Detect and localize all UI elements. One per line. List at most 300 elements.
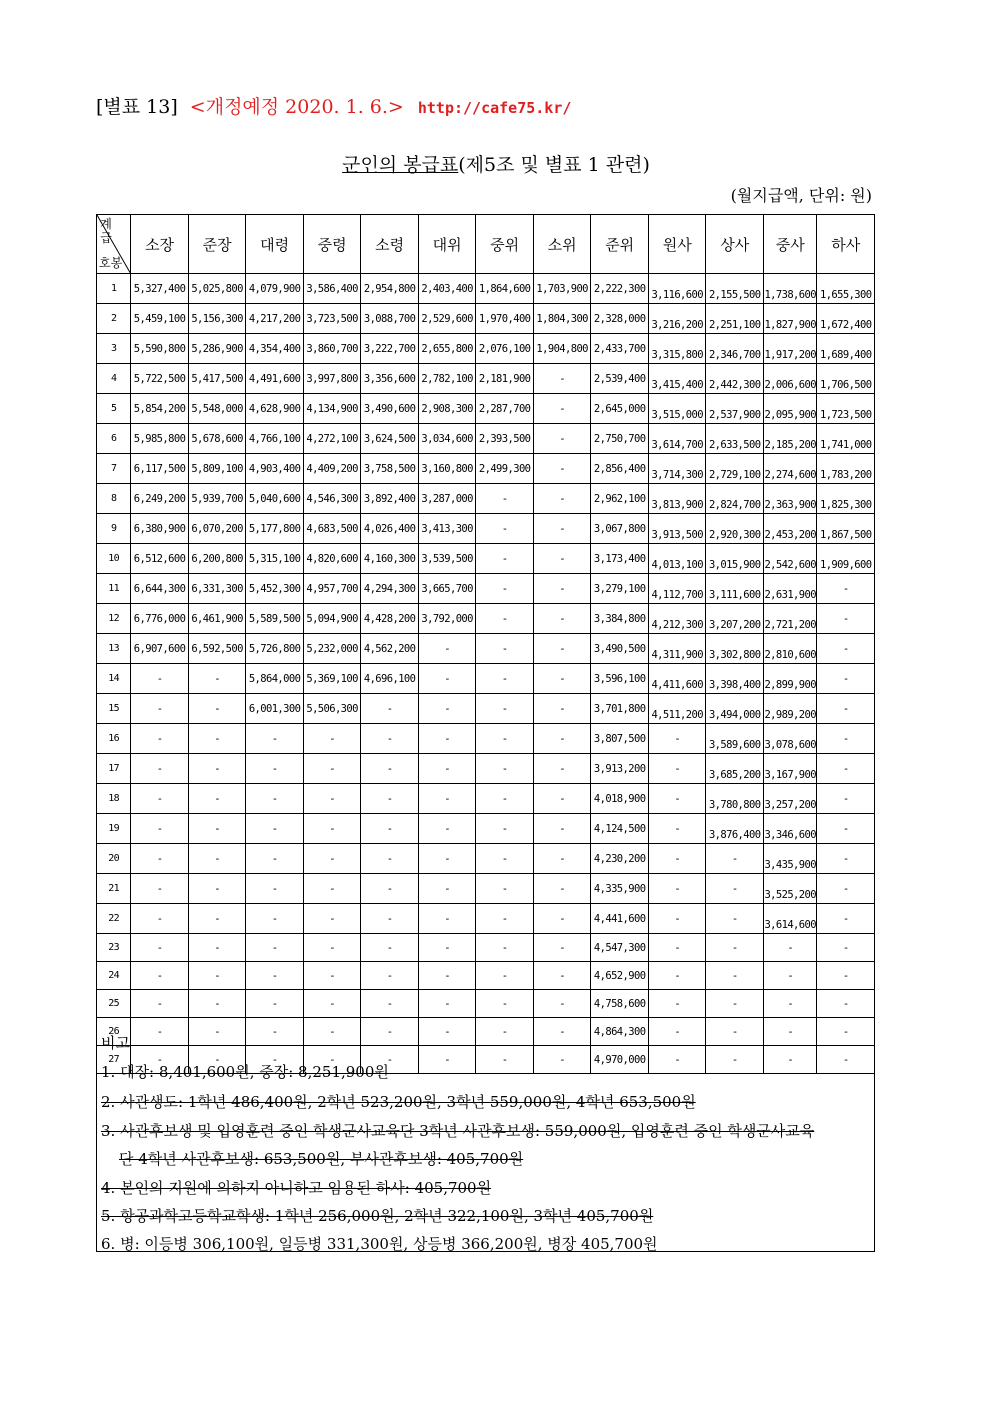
salary-cell: 5,025,800 bbox=[188, 274, 246, 304]
salary-cell: 2,824,700 bbox=[706, 484, 764, 514]
salary-cell: - bbox=[533, 1046, 591, 1074]
salary-cell: 3,415,400 bbox=[648, 364, 706, 394]
salary-cell: - bbox=[188, 990, 246, 1018]
salary-cell: - bbox=[418, 962, 476, 990]
salary-cell: 2,155,500 bbox=[706, 274, 764, 304]
salary-cell: - bbox=[246, 1018, 304, 1046]
salary-cell: - bbox=[533, 484, 591, 514]
salary-cell: 3,216,200 bbox=[648, 304, 706, 334]
salary-cell: 1,703,900 bbox=[533, 274, 591, 304]
salary-cell: - bbox=[706, 874, 764, 904]
step-cell: 25 bbox=[97, 990, 131, 1018]
salary-cell: - bbox=[361, 784, 419, 814]
salary-cell: 5,590,800 bbox=[131, 334, 189, 364]
salary-cell: 4,409,200 bbox=[303, 454, 361, 484]
salary-cell: 4,683,500 bbox=[303, 514, 361, 544]
salary-cell: 3,356,600 bbox=[361, 364, 419, 394]
salary-cell: - bbox=[131, 934, 189, 962]
salary-cell: 3,589,600 bbox=[706, 724, 764, 754]
salary-cell: 4,230,200 bbox=[591, 844, 649, 874]
salary-cell: - bbox=[303, 962, 361, 990]
salary-cell: - bbox=[533, 844, 591, 874]
salary-cell: - bbox=[476, 514, 534, 544]
salary-cell: 2,954,800 bbox=[361, 274, 419, 304]
salary-cell: - bbox=[361, 814, 419, 844]
step-cell: 21 bbox=[97, 874, 131, 904]
salary-cell: 1,738,600 bbox=[763, 274, 816, 304]
table-row bbox=[97, 784, 875, 814]
salary-cell: 1,706,500 bbox=[817, 364, 875, 394]
step-cell: 7 bbox=[97, 454, 131, 484]
salary-cell: - bbox=[188, 664, 246, 694]
salary-cell: - bbox=[131, 814, 189, 844]
salary-cell: 3,860,700 bbox=[303, 334, 361, 364]
salary-cell: - bbox=[533, 604, 591, 634]
salary-cell: 5,548,000 bbox=[188, 394, 246, 424]
salary-cell: 3,315,800 bbox=[648, 334, 706, 364]
salary-cell: 4,957,700 bbox=[303, 574, 361, 604]
salary-cell: - bbox=[476, 484, 534, 514]
salary-cell: 1,804,300 bbox=[533, 304, 591, 334]
salary-cell: 2,962,100 bbox=[591, 484, 649, 514]
step-cell: 23 bbox=[97, 934, 131, 962]
table-row bbox=[97, 574, 875, 604]
salary-cell: 2,542,600 bbox=[763, 544, 816, 574]
salary-cell: 3,111,600 bbox=[706, 574, 764, 604]
salary-cell: 2,453,200 bbox=[763, 514, 816, 544]
salary-cell: - bbox=[303, 1018, 361, 1046]
corner-label-step: 호봉 bbox=[99, 256, 123, 270]
note-3: 3. 사관후보생 및 입영훈련 중인 학생군사교육단 3학년 사관후보생: 559,000원, 입영훈련 중인 학생군사교육 bbox=[101, 1122, 815, 1140]
salary-cell: 4,212,300 bbox=[648, 604, 706, 634]
salary-cell: - bbox=[188, 754, 246, 784]
rank-header: 중령 bbox=[303, 215, 361, 274]
salary-cell: 4,652,900 bbox=[591, 962, 649, 990]
salary-cell: 5,369,100 bbox=[303, 664, 361, 694]
salary-cell: 4,354,400 bbox=[246, 334, 304, 364]
salary-cell: 4,428,200 bbox=[361, 604, 419, 634]
salary-cell: 4,079,900 bbox=[246, 274, 304, 304]
salary-cell: - bbox=[303, 990, 361, 1018]
step-cell: 16 bbox=[97, 724, 131, 754]
salary-cell: - bbox=[817, 574, 875, 604]
salary-cell: - bbox=[533, 634, 591, 664]
salary-cell: - bbox=[533, 514, 591, 544]
salary-cell: 3,116,600 bbox=[648, 274, 706, 304]
salary-cell: 3,624,500 bbox=[361, 424, 419, 454]
salary-cell: - bbox=[706, 934, 764, 962]
salary-cell: - bbox=[361, 990, 419, 1018]
salary-cell: 2,274,600 bbox=[763, 454, 816, 484]
salary-cell: 3,515,000 bbox=[648, 394, 706, 424]
salary-cell: - bbox=[131, 784, 189, 814]
salary-cell: 2,750,700 bbox=[591, 424, 649, 454]
salary-cell: 3,222,700 bbox=[361, 334, 419, 364]
rank-header: 하사 bbox=[817, 215, 875, 274]
salary-cell: - bbox=[476, 904, 534, 934]
salary-cell: - bbox=[648, 962, 706, 990]
note-1: 1. 대장: 8,401,600원, 중장: 8,251,900원 bbox=[101, 1063, 389, 1081]
rank-header: 준위 bbox=[591, 215, 649, 274]
salary-cell: 3,792,000 bbox=[418, 604, 476, 634]
salary-cell: 2,856,400 bbox=[591, 454, 649, 484]
salary-cell: 2,393,500 bbox=[476, 424, 534, 454]
salary-cell: 6,331,300 bbox=[188, 574, 246, 604]
salary-cell: 3,539,500 bbox=[418, 544, 476, 574]
rank-header: 중사 bbox=[763, 215, 816, 274]
salary-cell: - bbox=[817, 664, 875, 694]
salary-cell: 5,459,100 bbox=[131, 304, 189, 334]
step-cell: 26 bbox=[97, 1018, 131, 1046]
salary-cell: 3,614,700 bbox=[648, 424, 706, 454]
salary-cell: - bbox=[476, 724, 534, 754]
notes-heading: 비고 bbox=[101, 1034, 130, 1052]
salary-cell: - bbox=[361, 904, 419, 934]
salary-cell: 1,723,500 bbox=[817, 394, 875, 424]
salary-cell: 3,807,500 bbox=[591, 724, 649, 754]
salary-cell: 2,251,100 bbox=[706, 304, 764, 334]
salary-cell: 3,167,900 bbox=[763, 754, 816, 784]
salary-cell: 5,985,800 bbox=[131, 424, 189, 454]
salary-cell: 3,714,300 bbox=[648, 454, 706, 484]
salary-cell: - bbox=[131, 990, 189, 1018]
salary-cell: 3,525,200 bbox=[763, 874, 816, 904]
salary-cell: - bbox=[246, 874, 304, 904]
salary-cell: - bbox=[418, 724, 476, 754]
salary-cell: 1,909,600 bbox=[817, 544, 875, 574]
salary-cell: 3,701,800 bbox=[591, 694, 649, 724]
source-url[interactable]: http://cafe75.kr/ bbox=[417, 99, 572, 117]
salary-cell: 1,864,600 bbox=[476, 274, 534, 304]
salary-cell: 5,722,500 bbox=[131, 364, 189, 394]
note-2: 2. 사관생도: 1학년 486,400원, 2학년 523,200원, 3학년 559,000원, 4학년 653,500원 bbox=[101, 1093, 696, 1111]
salary-cell: - bbox=[303, 874, 361, 904]
salary-cell: - bbox=[533, 784, 591, 814]
salary-cell: - bbox=[763, 990, 816, 1018]
step-cell: 27 bbox=[97, 1046, 131, 1074]
step-cell: 2 bbox=[97, 304, 131, 334]
salary-cell: - bbox=[188, 724, 246, 754]
salary-cell: - bbox=[533, 814, 591, 844]
salary-cell: 2,181,900 bbox=[476, 364, 534, 394]
salary-cell: 3,287,000 bbox=[418, 484, 476, 514]
salary-cell: 3,892,400 bbox=[361, 484, 419, 514]
salary-cell: 1,672,400 bbox=[817, 304, 875, 334]
salary-cell: - bbox=[361, 694, 419, 724]
salary-cell: - bbox=[476, 754, 534, 784]
salary-cell: 6,249,200 bbox=[131, 484, 189, 514]
salary-cell: - bbox=[763, 962, 816, 990]
table-row bbox=[97, 394, 875, 424]
step-cell: 13 bbox=[97, 634, 131, 664]
salary-cell: - bbox=[533, 754, 591, 784]
salary-cell: 4,335,900 bbox=[591, 874, 649, 904]
salary-cell: 2,989,200 bbox=[763, 694, 816, 724]
salary-cell: - bbox=[476, 874, 534, 904]
salary-cell: - bbox=[188, 694, 246, 724]
salary-cell: - bbox=[533, 664, 591, 694]
table-row bbox=[97, 334, 875, 364]
salary-cell: - bbox=[648, 874, 706, 904]
salary-cell: 4,546,300 bbox=[303, 484, 361, 514]
salary-cell: 3,490,500 bbox=[591, 634, 649, 664]
salary-cell: - bbox=[246, 990, 304, 1018]
table-row bbox=[97, 844, 875, 874]
salary-cell: - bbox=[303, 784, 361, 814]
salary-cell: 5,094,900 bbox=[303, 604, 361, 634]
salary-cell: - bbox=[533, 454, 591, 484]
salary-cell: - bbox=[706, 1046, 764, 1074]
table-row bbox=[97, 962, 875, 990]
salary-cell: - bbox=[131, 754, 189, 784]
salary-cell: - bbox=[476, 814, 534, 844]
salary-cell: 2,655,800 bbox=[418, 334, 476, 364]
salary-cell: 2,645,000 bbox=[591, 394, 649, 424]
salary-cell: - bbox=[817, 694, 875, 724]
table-row bbox=[97, 694, 875, 724]
salary-cell: - bbox=[303, 844, 361, 874]
step-cell: 6 bbox=[97, 424, 131, 454]
salary-cell: 2,095,900 bbox=[763, 394, 816, 424]
salary-cell: - bbox=[533, 934, 591, 962]
salary-cell: 2,363,900 bbox=[763, 484, 816, 514]
salary-cell: 5,809,100 bbox=[188, 454, 246, 484]
salary-cell: 5,315,100 bbox=[246, 544, 304, 574]
step-cell: 8 bbox=[97, 484, 131, 514]
step-cell: 18 bbox=[97, 784, 131, 814]
salary-cell: 3,034,600 bbox=[418, 424, 476, 454]
salary-cell: - bbox=[246, 844, 304, 874]
salary-cell: - bbox=[648, 934, 706, 962]
salary-cell: 6,070,200 bbox=[188, 514, 246, 544]
salary-cell: - bbox=[763, 934, 816, 962]
salary-cell: - bbox=[706, 904, 764, 934]
salary-cell: - bbox=[648, 990, 706, 1018]
salary-cell: - bbox=[706, 990, 764, 1018]
salary-cell: 4,112,700 bbox=[648, 574, 706, 604]
salary-cell: - bbox=[246, 724, 304, 754]
salary-cell: - bbox=[418, 754, 476, 784]
salary-cell: - bbox=[418, 634, 476, 664]
salary-cell: 1,917,200 bbox=[763, 334, 816, 364]
table-row bbox=[97, 990, 875, 1018]
salary-cell: - bbox=[648, 904, 706, 934]
table-row bbox=[97, 424, 875, 454]
salary-cell: - bbox=[533, 424, 591, 454]
salary-cell: 1,827,900 bbox=[763, 304, 816, 334]
note-5: 5. 항공과학고등학교학생: 1학년 256,000원, 2학년 322,100원, 3학년 405,700원 bbox=[101, 1207, 654, 1225]
table-row bbox=[97, 724, 875, 754]
step-cell: 9 bbox=[97, 514, 131, 544]
step-cell: 11 bbox=[97, 574, 131, 604]
step-cell: 12 bbox=[97, 604, 131, 634]
salary-cell: 4,511,200 bbox=[648, 694, 706, 724]
salary-cell: 6,380,900 bbox=[131, 514, 189, 544]
salary-cell: - bbox=[131, 1046, 189, 1074]
salary-cell: 3,685,200 bbox=[706, 754, 764, 784]
salary-cell: - bbox=[188, 784, 246, 814]
salary-cell: - bbox=[188, 934, 246, 962]
salary-cell: - bbox=[246, 934, 304, 962]
salary-cell: 3,997,800 bbox=[303, 364, 361, 394]
salary-cell: - bbox=[303, 904, 361, 934]
salary-cell: - bbox=[533, 990, 591, 1018]
corner-label-rank: 계급 bbox=[100, 217, 112, 245]
salary-cell: 3,665,700 bbox=[418, 574, 476, 604]
salary-cell: 2,346,700 bbox=[706, 334, 764, 364]
table-row bbox=[97, 514, 875, 544]
table-row bbox=[97, 874, 875, 904]
salary-cell: - bbox=[188, 874, 246, 904]
salary-cell: - bbox=[361, 962, 419, 990]
step-cell: 1 bbox=[97, 274, 131, 304]
step-cell: 3 bbox=[97, 334, 131, 364]
table-row bbox=[97, 904, 875, 934]
salary-cell: - bbox=[476, 544, 534, 574]
salary-cell: - bbox=[648, 814, 706, 844]
salary-cell: - bbox=[763, 1018, 816, 1046]
salary-cell: 2,328,000 bbox=[591, 304, 649, 334]
salary-cell: - bbox=[533, 874, 591, 904]
salary-cell: 1,655,300 bbox=[817, 274, 875, 304]
corner-cell bbox=[97, 215, 131, 274]
salary-cell: 3,279,100 bbox=[591, 574, 649, 604]
salary-cell: - bbox=[817, 604, 875, 634]
salary-cell: 2,442,300 bbox=[706, 364, 764, 394]
salary-cell: - bbox=[246, 904, 304, 934]
salary-cell: 2,539,400 bbox=[591, 364, 649, 394]
salary-cell: - bbox=[303, 754, 361, 784]
salary-cell: - bbox=[476, 1018, 534, 1046]
salary-cell: 4,411,600 bbox=[648, 664, 706, 694]
salary-cell: - bbox=[817, 1018, 875, 1046]
salary-cell: 5,864,000 bbox=[246, 664, 304, 694]
document-header bbox=[96, 92, 571, 119]
salary-cell: 1,970,400 bbox=[476, 304, 534, 334]
salary-cell: 6,644,300 bbox=[131, 574, 189, 604]
salary-cell: 1,741,000 bbox=[817, 424, 875, 454]
salary-cell: 4,013,100 bbox=[648, 544, 706, 574]
salary-cell: 1,783,200 bbox=[817, 454, 875, 484]
salary-cell: 3,758,500 bbox=[361, 454, 419, 484]
salary-cell: - bbox=[533, 574, 591, 604]
salary-cell: 3,494,000 bbox=[706, 694, 764, 724]
salary-cell: - bbox=[648, 844, 706, 874]
salary-cell: - bbox=[418, 904, 476, 934]
salary-cell: - bbox=[476, 844, 534, 874]
salary-cell: 3,596,100 bbox=[591, 664, 649, 694]
salary-cell: - bbox=[533, 544, 591, 574]
salary-cell: - bbox=[418, 1046, 476, 1074]
header-row bbox=[97, 215, 875, 274]
table-body bbox=[97, 274, 875, 1074]
salary-cell: - bbox=[131, 874, 189, 904]
rank-header: 상사 bbox=[706, 215, 764, 274]
salary-cell: 4,628,900 bbox=[246, 394, 304, 424]
salary-cell: 3,913,500 bbox=[648, 514, 706, 544]
salary-cell: 4,311,900 bbox=[648, 634, 706, 664]
step-cell: 17 bbox=[97, 754, 131, 784]
salary-cell: 2,729,100 bbox=[706, 454, 764, 484]
salary-cell: 5,040,600 bbox=[246, 484, 304, 514]
salary-cell: 3,614,600 bbox=[763, 904, 816, 934]
salary-cell: - bbox=[246, 784, 304, 814]
salary-cell: 5,854,200 bbox=[131, 394, 189, 424]
salary-cell: 4,134,900 bbox=[303, 394, 361, 424]
table-row bbox=[97, 814, 875, 844]
salary-cell: 4,696,100 bbox=[361, 664, 419, 694]
salary-cell: - bbox=[418, 934, 476, 962]
salary-cell: 2,433,700 bbox=[591, 334, 649, 364]
salary-cell: - bbox=[418, 990, 476, 1018]
salary-cell: - bbox=[418, 1018, 476, 1046]
salary-cell: 5,417,500 bbox=[188, 364, 246, 394]
table-row bbox=[97, 544, 875, 574]
salary-cell: 6,592,500 bbox=[188, 634, 246, 664]
salary-cell: - bbox=[246, 1046, 304, 1074]
salary-cell: 2,529,600 bbox=[418, 304, 476, 334]
salary-cell: 6,200,800 bbox=[188, 544, 246, 574]
salary-cell: - bbox=[817, 784, 875, 814]
salary-cell: 3,723,500 bbox=[303, 304, 361, 334]
salary-cell: 5,506,300 bbox=[303, 694, 361, 724]
salary-cell: 3,088,700 bbox=[361, 304, 419, 334]
salary-cell: - bbox=[303, 934, 361, 962]
salary-cell: 3,015,900 bbox=[706, 544, 764, 574]
rank-header: 대위 bbox=[418, 215, 476, 274]
salary-cell: - bbox=[476, 664, 534, 694]
salary-cell: 5,589,500 bbox=[246, 604, 304, 634]
salary-cell: - bbox=[188, 904, 246, 934]
salary-cell: - bbox=[418, 664, 476, 694]
salary-cell: 2,721,200 bbox=[763, 604, 816, 634]
salary-cell: - bbox=[418, 844, 476, 874]
salary-cell: - bbox=[706, 1018, 764, 1046]
salary-cell: - bbox=[361, 1018, 419, 1046]
salary-cell: 4,026,400 bbox=[361, 514, 419, 544]
salary-cell: 4,441,600 bbox=[591, 904, 649, 934]
salary-cell: 4,970,000 bbox=[591, 1046, 649, 1074]
salary-cell: 6,776,000 bbox=[131, 604, 189, 634]
salary-cell: - bbox=[648, 1046, 706, 1074]
rank-header: 소장 bbox=[131, 215, 189, 274]
salary-cell: 2,810,600 bbox=[763, 634, 816, 664]
salary-cell: 2,782,100 bbox=[418, 364, 476, 394]
rank-header: 대령 bbox=[246, 215, 304, 274]
step-cell: 4 bbox=[97, 364, 131, 394]
note-6: 6. 병: 이등병 306,100원, 일등병 331,300원, 상등병 366,200원, 병장 405,700원 bbox=[101, 1235, 658, 1253]
step-cell: 22 bbox=[97, 904, 131, 934]
salary-cell: 4,820,600 bbox=[303, 544, 361, 574]
salary-cell: 6,001,300 bbox=[246, 694, 304, 724]
salary-cell: 4,491,600 bbox=[246, 364, 304, 394]
salary-cell: 5,177,800 bbox=[246, 514, 304, 544]
salary-cell: 6,907,600 bbox=[131, 634, 189, 664]
salary-cell: - bbox=[763, 1046, 816, 1074]
salary-cell: 5,286,900 bbox=[188, 334, 246, 364]
salary-cell: 3,490,600 bbox=[361, 394, 419, 424]
salary-cell: - bbox=[303, 814, 361, 844]
salary-cell: 2,076,100 bbox=[476, 334, 534, 364]
salary-cell: 3,384,800 bbox=[591, 604, 649, 634]
step-cell: 5 bbox=[97, 394, 131, 424]
salary-cell: - bbox=[361, 1046, 419, 1074]
salary-cell: 2,185,200 bbox=[763, 424, 816, 454]
salary-cell: - bbox=[533, 724, 591, 754]
salary-cell: 2,908,300 bbox=[418, 394, 476, 424]
salary-cell: 4,272,100 bbox=[303, 424, 361, 454]
salary-cell: - bbox=[817, 904, 875, 934]
